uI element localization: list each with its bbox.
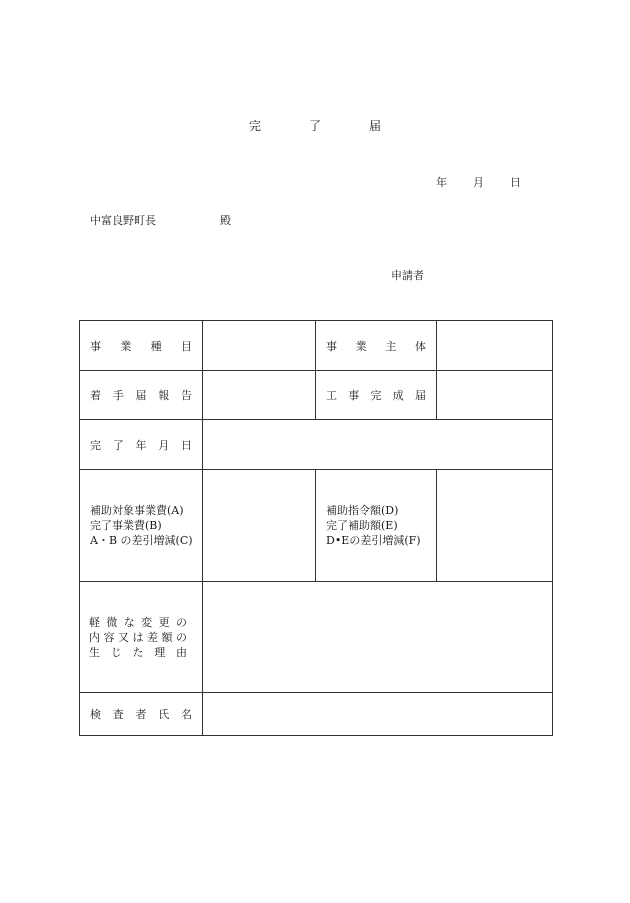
table-row — [80, 693, 553, 736]
label-subsidy-costs-line-1: 補助対象事業費(A) — [90, 504, 184, 517]
field-change-reason[interactable] — [203, 582, 553, 693]
table-row — [80, 321, 553, 371]
label-completion-date-text: 完 了 年 月 日 — [90, 438, 192, 452]
table-row — [80, 582, 553, 693]
label-inspector-name-text: 検 査 者 氏 名 — [90, 708, 192, 721]
field-subsidy-amounts[interactable] — [437, 470, 553, 582]
field-business-type[interactable] — [203, 321, 316, 371]
date-line — [436, 174, 521, 190]
label-subsidy-amounts-line-1: 補助指令額(D) — [326, 504, 399, 517]
field-construction-completion[interactable] — [437, 371, 553, 420]
label-start-report — [80, 371, 203, 420]
label-subsidy-costs — [80, 470, 203, 582]
label-subsidy-amounts-line-2: 完了補助額(E) — [326, 519, 398, 532]
label-change-reason-line-3: 生 じ た 理 由 — [89, 645, 187, 659]
table-row — [80, 371, 553, 420]
label-subsidy-amounts — [316, 470, 437, 582]
label-change-reason — [80, 582, 203, 693]
date-day: 日 — [510, 176, 521, 189]
label-change-reason-line-1: 軽 微 な 変 更 の — [89, 615, 187, 629]
label-business-entity — [316, 321, 437, 371]
addressee: 中富良野町長 — [90, 214, 156, 227]
table-row — [80, 420, 553, 470]
applicant-label: 申請者 — [391, 269, 424, 282]
label-subsidy-costs-line-3: A・B の差引増減(C) — [90, 534, 193, 547]
date-year: 年 — [436, 176, 447, 189]
table-row — [80, 470, 553, 582]
label-business-type-text: 事 業 種 目 — [90, 339, 192, 353]
field-business-entity[interactable] — [437, 321, 553, 371]
label-subsidy-amounts-line-3: D•Eの差引増減(F) — [326, 534, 421, 547]
label-inspector-name — [80, 693, 203, 736]
document-title — [0, 117, 630, 134]
field-inspector-name[interactable] — [203, 693, 553, 736]
label-subsidy-costs-line-2: 完了事業費(B) — [90, 519, 162, 532]
honorific: 殿 — [220, 214, 231, 227]
title-char-1: 完 — [248, 119, 261, 133]
field-start-report[interactable] — [203, 371, 316, 420]
date-month: 月 — [473, 176, 484, 189]
label-construction-completion-text: 工 事 完 成 届 — [326, 389, 426, 402]
report-form-table — [79, 320, 553, 736]
field-subsidy-costs[interactable] — [203, 470, 316, 582]
label-change-reason-line-2: 内 容 又 は 差 額 の — [89, 630, 187, 644]
field-completion-date[interactable] — [203, 420, 553, 470]
label-business-entity-text: 事 業 主 体 — [326, 339, 426, 353]
label-business-type — [80, 321, 203, 371]
label-completion-date — [80, 420, 203, 470]
label-construction-completion — [316, 371, 437, 420]
label-start-report-text: 着 手 届 報 告 — [90, 389, 192, 402]
title-char-3: 届 — [369, 119, 382, 133]
title-char-2: 了 — [308, 119, 321, 133]
